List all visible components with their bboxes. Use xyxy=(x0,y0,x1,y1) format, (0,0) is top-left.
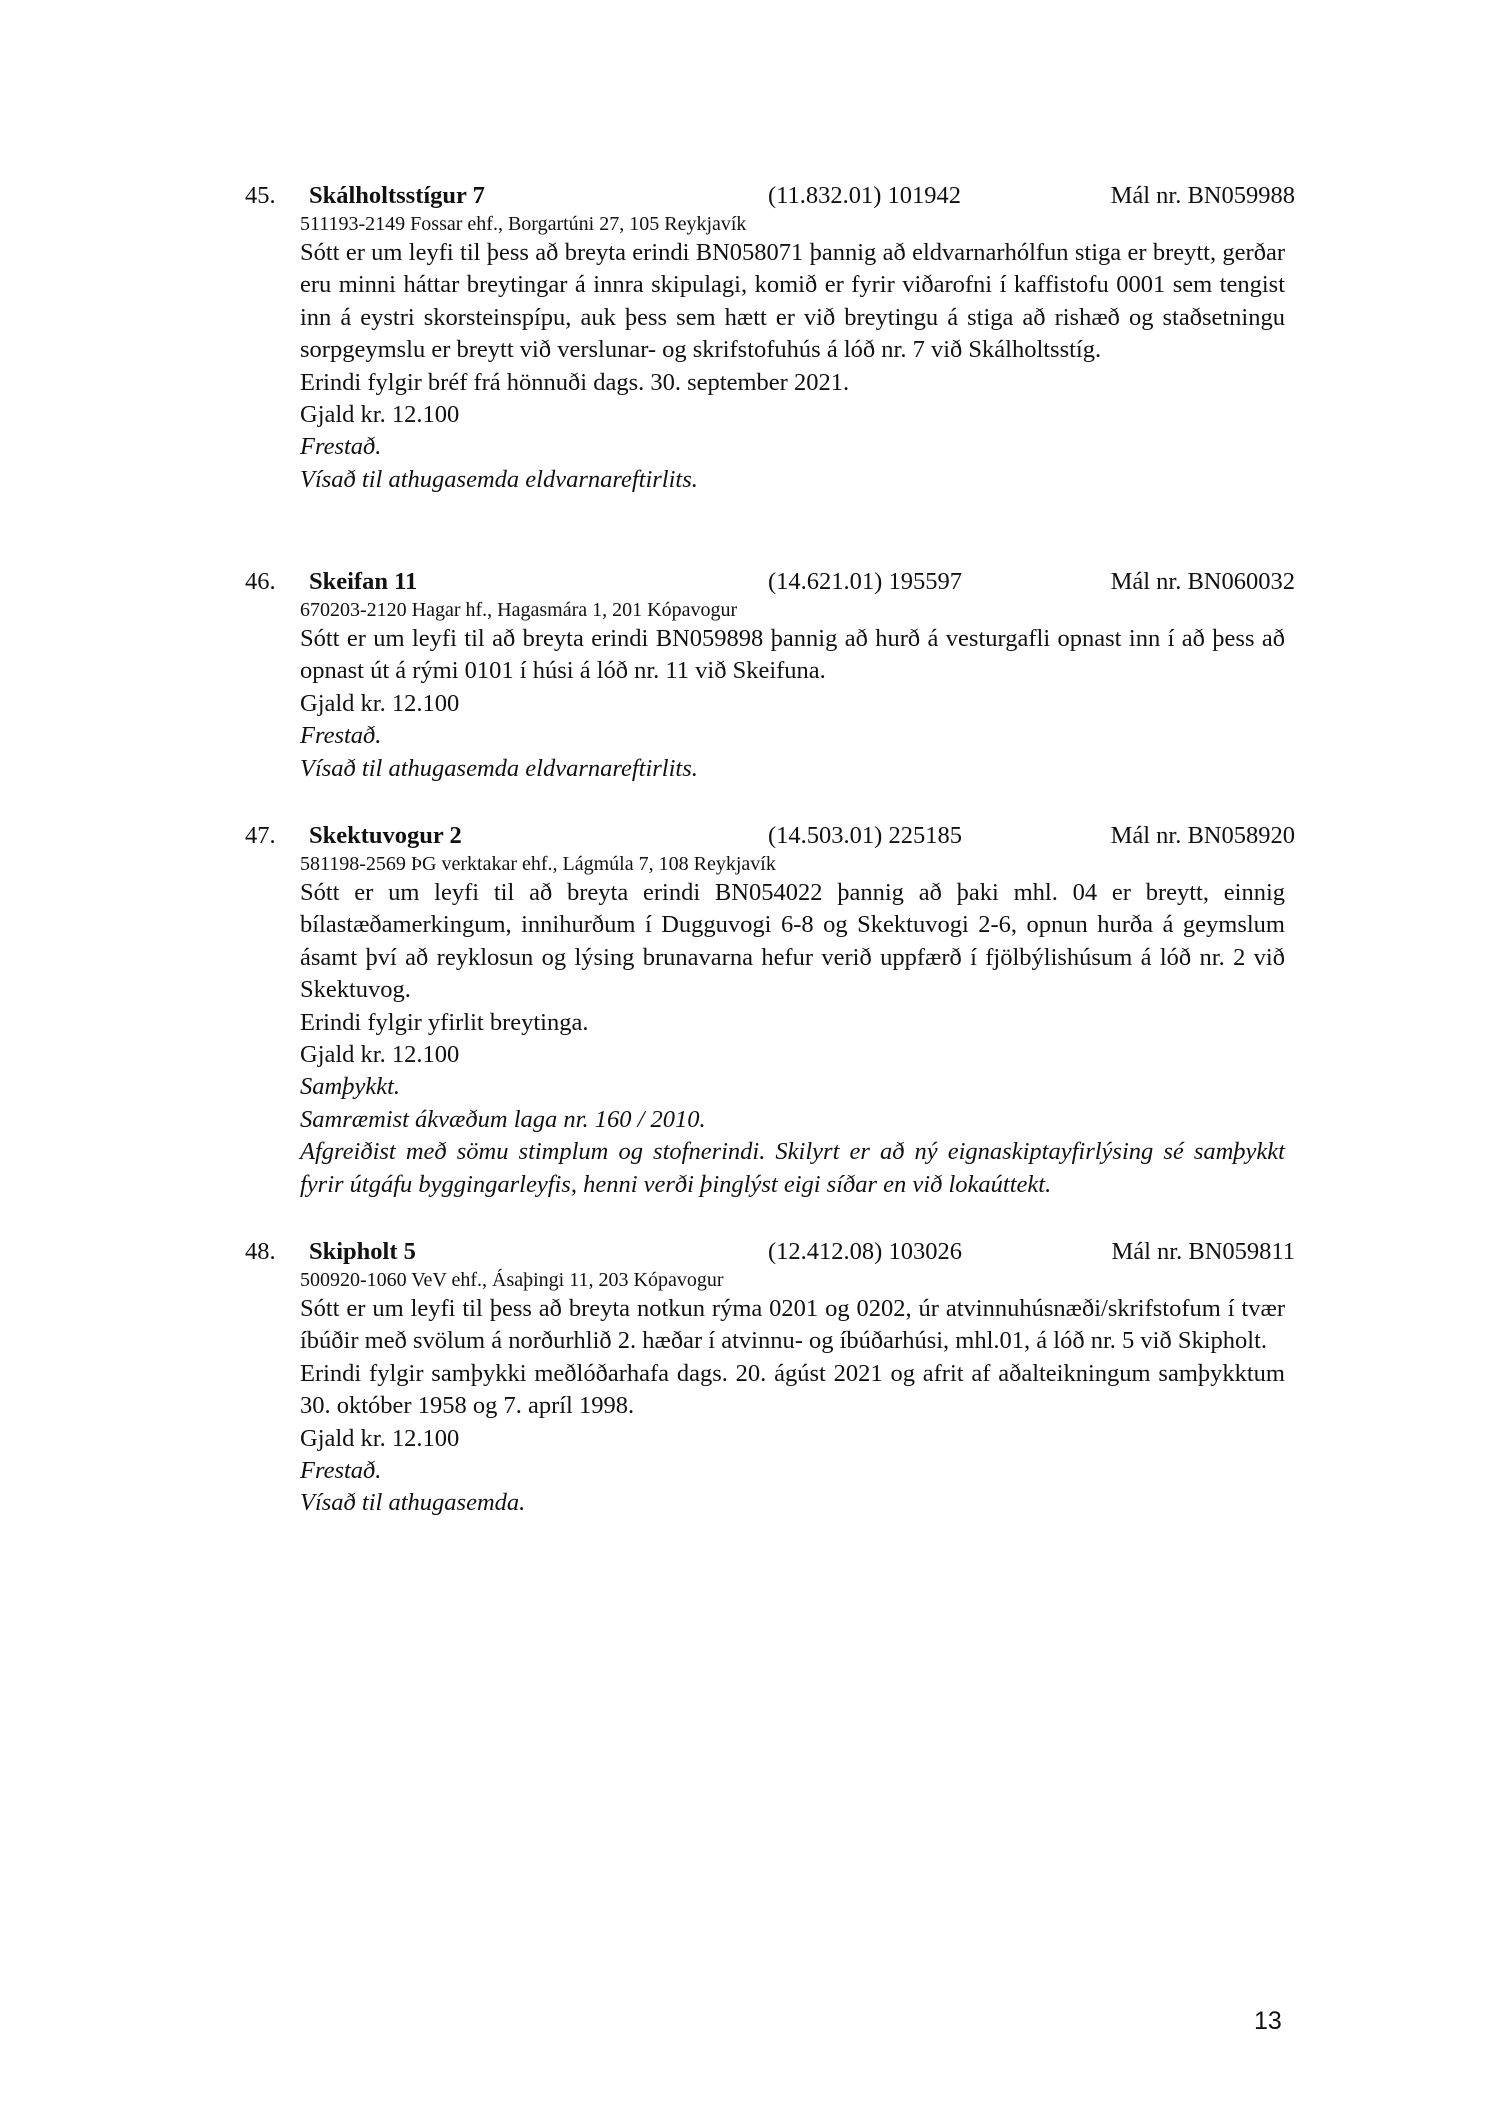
entry-header xyxy=(245,180,1295,212)
entry-header xyxy=(245,1236,1295,1268)
entry-46 xyxy=(245,566,1295,785)
entry-reference: (14.621.01) 195597 xyxy=(768,568,962,595)
fee: Gjald kr. 12.100 xyxy=(300,401,460,429)
decision: Frestað. xyxy=(300,433,382,461)
note: Vísað til athugasemda. xyxy=(300,1489,526,1517)
entry-reference: (14.503.01) 225185 xyxy=(768,822,962,849)
fee: Gjald kr. 12.100 xyxy=(300,689,460,717)
entry-title: Skeifan 11 xyxy=(309,568,418,595)
page-number: 13 xyxy=(1254,2007,1282,2035)
entry-title: Skektuvogur 2 xyxy=(309,822,462,849)
description: Sótt er um leyfi til þess að breyta notkun rýma 0201 og 0202, úr atvinnuhúsnæði/skrifstofum í tvær íbúðir með svölum á norðurhlið 2. hæðar í atvinnu- og íbúðarhúsi, mhl.01, á lóð nr. 5 við Skipholt. xyxy=(300,1295,1285,1355)
entry-number: 48. xyxy=(245,1238,276,1265)
applicant: 511193-2149 Fossar ehf., Borgartúni 27, 105 Reykjavík xyxy=(300,213,747,235)
entry-header xyxy=(245,820,1295,852)
decision: Frestað. xyxy=(300,1457,382,1485)
note: Vísað til athugasemda eldvarnareftirlits. xyxy=(300,754,698,782)
legal-note: Samræmist ákvæðum laga nr. 160 / 2010. xyxy=(300,1105,706,1133)
entry-case-number: Mál nr. BN059811 xyxy=(1111,1238,1295,1265)
attachment: Erindi fylgir bréf frá hönnuði dags. 30. september 2021. xyxy=(300,368,850,396)
applicant: 670203-2120 Hagar hf., Hagasmára 1, 201 Kópavogur xyxy=(300,599,738,621)
entry-body xyxy=(300,598,1285,785)
entry-47 xyxy=(245,820,1295,1201)
entry-48 xyxy=(245,1236,1295,1520)
decision: Samþykkt. xyxy=(300,1073,400,1101)
entry-body xyxy=(300,852,1285,1201)
entry-reference: (11.832.01) 101942 xyxy=(768,182,962,209)
entry-case-number: Mál nr. BN059988 xyxy=(1110,182,1295,209)
applicant: 500920-1060 VeV ehf., Ásaþingi 11, 203 Kópavogur xyxy=(300,1269,724,1291)
decision: Frestað. xyxy=(300,722,382,750)
entry-number: 45. xyxy=(245,182,276,209)
attachment: Erindi fylgir samþykki meðlóðarhafa dags. 20. ágúst 2021 og afrit af aðalteikningum samþykktum 30. október 1958 og 7. apríl 1998. xyxy=(300,1359,1285,1420)
entry-case-number: Mál nr. BN060032 xyxy=(1110,568,1295,595)
fee: Gjald kr. 12.100 xyxy=(300,1424,460,1452)
entry-header xyxy=(245,566,1295,598)
entry-title: Skipholt 5 xyxy=(309,1238,416,1265)
entry-number: 46. xyxy=(245,568,276,595)
attachment: Erindi fylgir yfirlit breytinga. xyxy=(300,1008,589,1036)
applicant: 581198-2569 ÞG verktakar ehf., Lágmúla 7, 108 Reykjavík xyxy=(300,853,776,875)
entry-reference: (12.412.08) 103026 xyxy=(768,1238,962,1265)
fee: Gjald kr. 12.100 xyxy=(300,1041,460,1069)
note: Afgreiðist með sömu stimplum og stofnerindi. Skilyrt er að ný eignaskiptayfirlýsing sé samþykkt fyrir útgáfu byggingarleyfis, henni verði þinglýst eigi síðar en við lokaúttekt. xyxy=(300,1138,1285,1198)
entry-body xyxy=(300,1268,1285,1520)
entry-number: 47. xyxy=(245,822,276,849)
entry-title: Skálholtsstígur 7 xyxy=(309,182,485,209)
description: Sótt er um leyfi til að breyta erindi BN054022 þannig að þaki mhl. 04 er breytt, einnig bílastæðamerkingum, innihurðum í Dugguvogi 6-8 og Skektuvogi 2-6, opnun hurða á geymslum ásamt því að reyklosun og lýsing brunavarna hefur verið uppfærð í fjölbýlishúsum á lóð nr. 2 við Skektuvog. xyxy=(300,879,1285,1004)
description: Sótt er um leyfi til þess að breyta erindi BN058071 þannig að eldvarnarhólfun stiga er breytt, gerðar eru minni háttar breytingar á innra skipulagi, komið er fyrir viðarofni í kaffistofu 0001 sem tengist inn á eystri skorsteinspípu, auk þess sem hætt er við breytingu á stiga að rishæð og staðsetningu sorpgeymslu er breytt við verslunar- og skrifstofuhús á lóð nr. 7 við Skálholtsstíg. xyxy=(300,239,1285,364)
entry-case-number: Mál nr. BN058920 xyxy=(1110,822,1295,849)
entry-45 xyxy=(245,180,1295,496)
entry-body xyxy=(300,212,1285,496)
note: Vísað til athugasemda eldvarnareftirlits. xyxy=(300,465,698,493)
description: Sótt er um leyfi til að breyta erindi BN059898 þannig að hurð á vesturgafli opnast inn í að þess að opnast út á rými 0101 í húsi á lóð nr. 11 við Skeifuna. xyxy=(300,625,1285,685)
